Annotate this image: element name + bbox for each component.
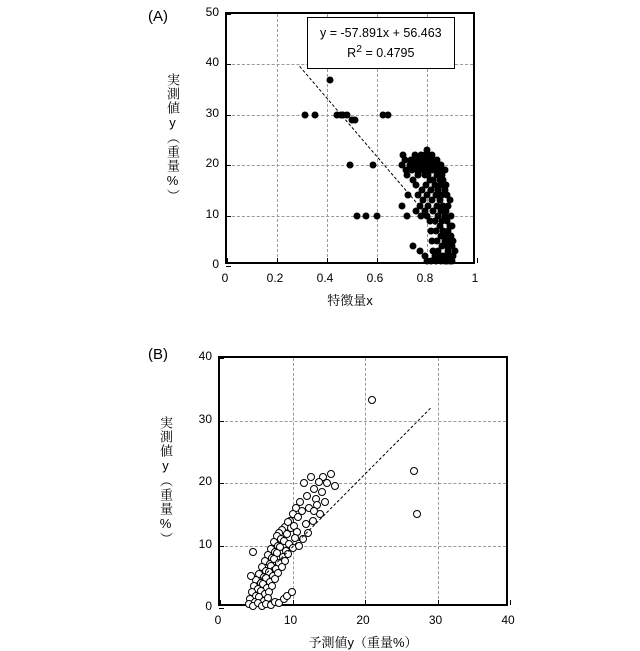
x-axis-tick-label: 0.2 [266,271,284,285]
data-point [326,76,333,83]
data-point [362,212,369,219]
y-axis-tick-label: 40 [198,349,212,363]
y-axis-tick-label: 20 [198,474,212,488]
data-point [301,111,308,118]
data-point [307,473,315,481]
y-axis-tick-label: 0 [205,599,212,613]
x-axis-tick-label: 1 [471,271,479,285]
data-point [385,111,392,118]
gridline-vertical [365,358,366,604]
data-point [298,507,306,515]
y-tickmark [219,483,224,484]
data-point [441,167,448,174]
y-axis-tick-label: 30 [205,105,219,120]
data-point [451,247,458,254]
panel-a-label: (A) [148,8,168,25]
x-axis-title: 特徴量x [327,293,373,308]
y-tickmark [219,358,224,359]
data-point [410,467,418,475]
y-tickmark [226,64,231,65]
regression-equation-box [307,17,455,69]
data-point [374,212,381,219]
data-point [321,498,329,506]
panel-a [0,0,640,320]
x-tickmark [377,258,378,263]
y-tickmark [226,14,231,15]
y-axis-tick-label: 10 [205,206,219,221]
y-axis-tick-label: 30 [198,411,212,426]
x-axis-tick-label: 0.8 [416,271,434,285]
y-tickmark [219,421,224,422]
gridline-vertical [293,358,294,604]
y-axis-tick-label: 20 [205,156,219,171]
data-point [399,202,406,209]
data-point [447,212,454,219]
y-tickmark [226,115,231,116]
x-axis-tick-label: 0.4 [316,271,334,285]
x-tickmark [293,600,294,605]
data-point [442,182,449,189]
data-point [311,111,318,118]
data-point [449,222,456,229]
x-axis-tick-label: 10 [283,613,298,627]
x-tickmark [327,258,328,263]
data-point [302,520,310,528]
data-point [327,470,335,478]
x-tickmark [227,258,228,263]
x-axis-tick-label: 20 [356,613,370,627]
data-point [300,479,308,487]
data-point [318,488,326,496]
data-point [346,162,353,169]
r-squared-text: $R^2 = 0.4795$ [347,44,415,61]
data-point [288,588,296,596]
gridline-vertical [438,358,439,604]
data-point [351,116,358,123]
y-tickmark [219,546,224,547]
x-tickmark [220,600,221,605]
regression-equation-text: y = -57.891x + 56.463 [320,26,442,40]
y-axis-title: 実測値y（重量%） [165,73,180,203]
data-point [370,162,377,169]
gridline-horizontal [220,483,506,484]
y-axis-tick-label: 10 [198,536,212,551]
data-point [249,548,257,556]
y-tickmark [226,165,231,166]
gridline-vertical [277,14,278,262]
x-tickmark [365,600,366,605]
x-axis-tick-label: 40 [501,613,515,627]
x-tickmark [438,600,439,605]
panel-b-plot-area [218,356,508,606]
data-point [404,212,411,219]
x-axis-tick-label: 0.6 [366,271,384,285]
data-point [303,492,311,500]
data-point [410,242,417,249]
data-point [315,478,323,486]
y-axis-tick-label: 0 [212,257,219,271]
x-axis-title: 予測値y（重量%） [308,635,418,650]
panel-b-label: (B) [148,346,168,363]
gridline-horizontal [220,421,506,422]
x-axis-tick-label: 0 [221,271,229,285]
data-point [310,507,318,515]
x-axis-tick-label: 30 [428,613,443,627]
data-point [446,197,453,204]
y-tickmark [226,216,231,217]
data-point [427,257,434,264]
y-tickmark [226,266,231,267]
x-tickmark [277,258,278,263]
data-point [331,482,339,490]
panel-b [0,320,640,650]
y-tickmark [219,608,224,609]
y-axis-title: 実測値y（重量%） [158,416,173,546]
data-point [354,212,361,219]
x-tickmark [477,258,478,263]
data-point [247,572,255,580]
data-point [368,396,376,404]
data-point [413,510,421,518]
x-tickmark [510,600,511,605]
y-axis-tick-label: 40 [205,55,219,70]
x-axis-tick-label: 0 [214,613,222,627]
gridline-horizontal [220,546,506,547]
trendline [256,408,431,584]
y-axis-tick-label: 50 [205,5,219,19]
